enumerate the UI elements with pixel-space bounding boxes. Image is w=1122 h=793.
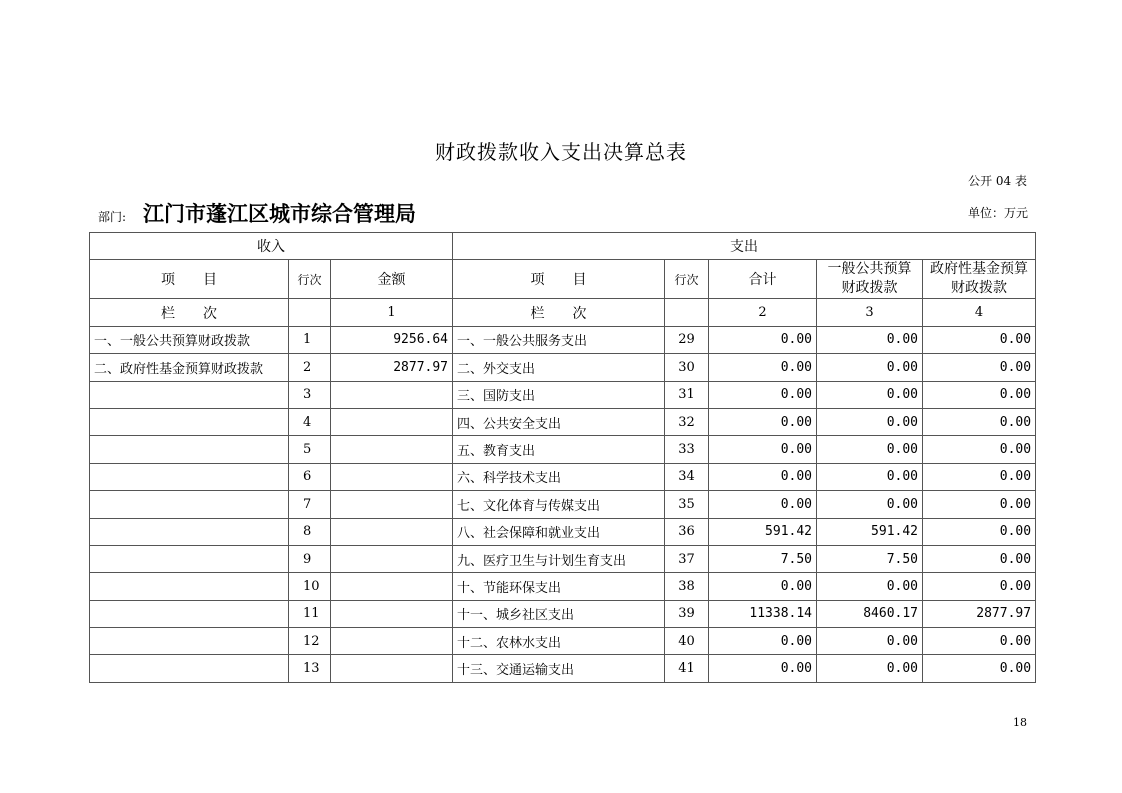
general-budget-cell: 0.00	[817, 573, 923, 600]
income-amount-cell	[331, 545, 453, 572]
fund-budget-cell: 0.00	[923, 573, 1036, 600]
fund-budget-cell: 0.00	[923, 628, 1036, 655]
income-item-cell	[90, 408, 289, 435]
expense-row-no-cell: 35	[665, 491, 709, 518]
fund-budget-cell: 0.00	[923, 354, 1036, 381]
col-index-4: 4	[923, 299, 1036, 326]
fund-budget-cell: 0.00	[923, 326, 1036, 353]
income-item-cell: 二、政府性基金预算财政拨款	[90, 354, 289, 381]
fund-budget-cell: 2877.97	[923, 600, 1036, 627]
expense-item-cell: 八、社会保障和就业支出	[453, 518, 665, 545]
col-index-3: 3	[817, 299, 923, 326]
income-row-no-cell: 12	[289, 628, 331, 655]
income-amount-cell	[331, 408, 453, 435]
expense-total-cell: 0.00	[709, 436, 817, 463]
table-row	[90, 600, 1036, 627]
col-label-income: 栏 次	[90, 299, 289, 326]
header-income-row-no: 行次	[289, 260, 331, 299]
general-budget-cell: 8460.17	[817, 600, 923, 627]
expense-row-no-cell: 29	[665, 326, 709, 353]
income-amount-cell	[331, 518, 453, 545]
header-row-sections	[90, 233, 1036, 260]
income-row-no-cell: 9	[289, 545, 331, 572]
table-row	[90, 326, 1036, 353]
header-total: 合计	[709, 260, 817, 299]
table-row	[90, 436, 1036, 463]
expense-total-cell: 0.00	[709, 326, 817, 353]
expense-item-cell: 四、公共安全支出	[453, 408, 665, 435]
empty-cell	[289, 299, 331, 326]
header-amount: 金额	[331, 260, 453, 299]
fund-budget-cell: 0.00	[923, 491, 1036, 518]
income-row-no-cell: 10	[289, 573, 331, 600]
page-number: 18	[1013, 716, 1027, 729]
expense-item-cell: 十二、农林水支出	[453, 628, 665, 655]
expense-row-no-cell: 32	[665, 408, 709, 435]
income-amount-cell: 9256.64	[331, 326, 453, 353]
header-row-column-index	[90, 299, 1036, 326]
expense-item-cell: 五、教育支出	[453, 436, 665, 463]
header-expense-row-no: 行次	[665, 260, 709, 299]
income-row-no-cell: 13	[289, 655, 331, 682]
income-row-no-cell: 4	[289, 408, 331, 435]
income-row-no-cell: 11	[289, 600, 331, 627]
table-row	[90, 518, 1036, 545]
income-item-cell	[90, 628, 289, 655]
fund-budget-cell: 0.00	[923, 518, 1036, 545]
expense-item-cell: 七、文化体育与传媒支出	[453, 491, 665, 518]
table-row	[90, 463, 1036, 490]
income-row-no-cell: 6	[289, 463, 331, 490]
general-budget-cell: 591.42	[817, 518, 923, 545]
income-item-cell	[90, 491, 289, 518]
expense-item-cell: 二、外交支出	[453, 354, 665, 381]
expense-total-cell: 0.00	[709, 354, 817, 381]
expense-row-no-cell: 31	[665, 381, 709, 408]
table-row	[90, 491, 1036, 518]
general-budget-cell: 0.00	[817, 436, 923, 463]
expense-row-no-cell: 33	[665, 436, 709, 463]
table-row	[90, 573, 1036, 600]
expense-row-no-cell: 38	[665, 573, 709, 600]
expense-row-no-cell: 30	[665, 354, 709, 381]
expense-total-cell: 0.00	[709, 408, 817, 435]
header-income-item: 项 目	[90, 260, 289, 299]
header-expense-item: 项 目	[453, 260, 665, 299]
income-amount-cell	[331, 491, 453, 518]
general-budget-cell: 0.00	[817, 463, 923, 490]
general-budget-cell: 0.00	[817, 655, 923, 682]
income-amount-cell	[331, 573, 453, 600]
table-row	[90, 408, 1036, 435]
income-amount-cell	[331, 436, 453, 463]
fund-budget-cell: 0.00	[923, 408, 1036, 435]
expense-item-cell: 十三、交通运输支出	[453, 655, 665, 682]
income-amount-cell	[331, 600, 453, 627]
table-row	[90, 628, 1036, 655]
fund-budget-cell: 0.00	[923, 463, 1036, 490]
header-row-columns	[90, 260, 1036, 299]
income-row-no-cell: 7	[289, 491, 331, 518]
expense-total-cell: 591.42	[709, 518, 817, 545]
income-item-cell: 一、一般公共预算财政拨款	[90, 326, 289, 353]
income-amount-cell	[331, 463, 453, 490]
expense-item-cell: 十、节能环保支出	[453, 573, 665, 600]
fund-budget-cell: 0.00	[923, 545, 1036, 572]
expense-total-cell: 11338.14	[709, 600, 817, 627]
header-fund-budget: 政府性基金预算财政拨款	[923, 260, 1036, 299]
income-row-no-cell: 1	[289, 326, 331, 353]
income-item-cell	[90, 655, 289, 682]
income-item-cell	[90, 545, 289, 572]
income-row-no-cell: 5	[289, 436, 331, 463]
department-name: 江门市蓬江区城市综合管理局	[143, 202, 416, 226]
income-amount-cell	[331, 628, 453, 655]
income-item-cell	[90, 381, 289, 408]
income-row-no-cell: 2	[289, 354, 331, 381]
general-budget-cell: 0.00	[817, 408, 923, 435]
expense-total-cell: 0.00	[709, 573, 817, 600]
table-row	[90, 545, 1036, 572]
expense-total-cell: 0.00	[709, 491, 817, 518]
general-budget-cell: 0.00	[817, 354, 923, 381]
expense-item-cell: 九、医疗卫生与计划生育支出	[453, 545, 665, 572]
expense-row-no-cell: 40	[665, 628, 709, 655]
col-index-1: 1	[331, 299, 453, 326]
expense-total-cell: 0.00	[709, 463, 817, 490]
table-row	[90, 354, 1036, 381]
income-row-no-cell: 8	[289, 518, 331, 545]
expense-total-cell: 7.50	[709, 545, 817, 572]
header-general-budget: 一般公共预算财政拨款	[817, 260, 923, 299]
expense-row-no-cell: 39	[665, 600, 709, 627]
income-item-cell	[90, 436, 289, 463]
income-item-cell	[90, 463, 289, 490]
income-row-no-cell: 3	[289, 381, 331, 408]
general-budget-cell: 0.00	[817, 381, 923, 408]
fund-budget-cell: 0.00	[923, 655, 1036, 682]
general-budget-cell: 0.00	[817, 326, 923, 353]
expense-item-cell: 十一、城乡社区支出	[453, 600, 665, 627]
fund-budget-cell: 0.00	[923, 381, 1036, 408]
income-amount-cell	[331, 655, 453, 682]
expense-row-no-cell: 37	[665, 545, 709, 572]
general-budget-cell: 0.00	[817, 628, 923, 655]
col-index-2: 2	[709, 299, 817, 326]
form-number: 公开 04 表	[968, 174, 1027, 188]
income-amount-cell	[331, 381, 453, 408]
expense-row-no-cell: 34	[665, 463, 709, 490]
col-label-expense: 栏 次	[453, 299, 665, 326]
income-item-cell	[90, 600, 289, 627]
income-item-cell	[90, 573, 289, 600]
empty-cell	[665, 299, 709, 326]
fund-budget-cell: 0.00	[923, 436, 1036, 463]
expense-item-cell: 三、国防支出	[453, 381, 665, 408]
expense-item-cell: 一、一般公共服务支出	[453, 326, 665, 353]
expense-row-no-cell: 41	[665, 655, 709, 682]
department-row	[98, 198, 1028, 224]
budget-table	[89, 232, 1036, 683]
table-row	[90, 655, 1036, 682]
expense-total-cell: 0.00	[709, 655, 817, 682]
income-amount-cell: 2877.97	[331, 354, 453, 381]
expense-row-no-cell: 36	[665, 518, 709, 545]
expense-total-cell: 0.00	[709, 381, 817, 408]
income-item-cell	[90, 518, 289, 545]
department-label: 部门:	[98, 210, 127, 224]
expense-item-cell: 六、科学技术支出	[453, 463, 665, 490]
table-row	[90, 381, 1036, 408]
unit-label: 单位：万元	[967, 206, 1028, 220]
header-expense: 支出	[453, 233, 1036, 260]
expense-total-cell: 0.00	[709, 628, 817, 655]
general-budget-cell: 0.00	[817, 491, 923, 518]
header-income: 收入	[90, 233, 453, 260]
page-title: 财政拨款收入支出决算总表	[435, 140, 687, 164]
general-budget-cell: 7.50	[817, 545, 923, 572]
